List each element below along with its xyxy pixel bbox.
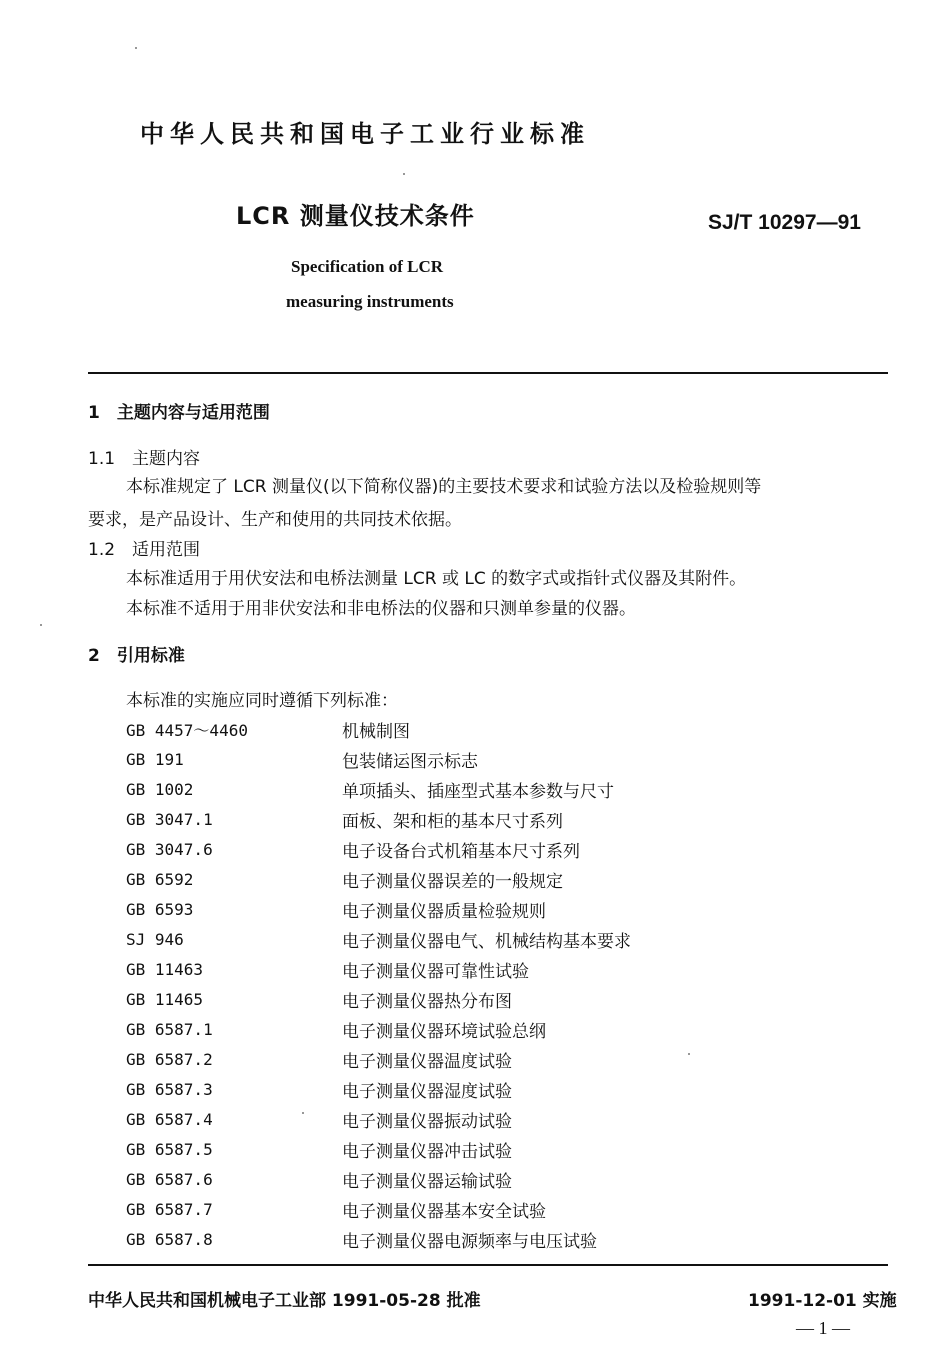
section-1-1-para-line-1: 本标准规定了 LCR 测量仪(以下简称仪器)的主要技术要求和试验方法以及检验规则等: [126, 477, 762, 497]
reference-name: 机械制图: [342, 721, 410, 742]
reference-code: GB 6587.1: [126, 1019, 213, 1039]
reference-row: [126, 774, 631, 804]
reference-code: GB 11463: [126, 959, 204, 979]
reference-row: [126, 954, 631, 984]
reference-code: GB 6592: [126, 869, 194, 889]
reference-row: [126, 714, 631, 744]
reference-code: GB 4457～4460: [126, 720, 248, 740]
reference-row: [126, 834, 631, 864]
scan-speck: [302, 1112, 304, 1114]
reference-row: [126, 1074, 631, 1104]
reference-row: [126, 894, 631, 924]
reference-name: 电子测量仪器温度试验: [342, 1051, 512, 1072]
reference-row: [126, 1194, 631, 1224]
reference-row: [126, 744, 631, 774]
section-1-2-heading: 1.2 适用范围: [88, 540, 201, 560]
reference-row: [126, 1164, 631, 1194]
document-title: LCR 测量仪技术条件: [236, 202, 475, 230]
reference-row: [126, 1104, 631, 1134]
reference-code: GB 6587.7: [126, 1199, 213, 1219]
reference-code: GB 6587.2: [126, 1049, 213, 1069]
section-1-2-para-2: 本标准不适用于用非伏安法和非电桥法的仪器和只测单参量的仪器。: [126, 599, 636, 619]
section-2-heading: 2 引用标准: [88, 646, 185, 666]
reference-name: 电子测量仪器误差的一般规定: [342, 871, 563, 892]
section-1-1-para-line-2: 要求，是产品设计、生产和使用的共同技术依据。: [88, 510, 462, 530]
section-2-intro: 本标准的实施应同时遵循下列标准：: [126, 691, 398, 711]
approval-statement: 中华人民共和国机械电子工业部 1991-05-28 批准: [88, 1291, 481, 1311]
reference-code: GB 6587.4: [126, 1109, 213, 1129]
reference-row: [126, 984, 631, 1014]
reference-name: 电子测量仪器可靠性试验: [342, 961, 529, 982]
reference-standards-list: [126, 714, 631, 1254]
reference-row: [126, 1014, 631, 1044]
reference-name: 电子测量仪器冲击试验: [342, 1141, 512, 1162]
reference-name: 电子测量仪器电气、机械结构基本要求: [342, 931, 631, 952]
section-1-2-para-1: 本标准适用于用伏安法和电桥法测量 LCR 或 LC 的数字式或指针式仪器及其附件。: [126, 569, 747, 589]
header-divider: [88, 372, 888, 374]
reference-name: 电子测量仪器热分布图: [342, 991, 512, 1012]
reference-row: [126, 804, 631, 834]
english-title-line-2: measuring instruments: [286, 292, 454, 311]
reference-code: GB 6587.6: [126, 1169, 213, 1189]
english-title-line-1: Specification of LCR: [291, 257, 444, 276]
reference-name: 电子测量仪器质量检验规则: [342, 901, 546, 922]
reference-name: 电子测量仪器振动试验: [342, 1111, 512, 1132]
reference-row: [126, 864, 631, 894]
scan-speck: [40, 624, 42, 626]
reference-row: [126, 924, 631, 954]
reference-code: SJ 946: [126, 929, 184, 949]
reference-name: 包装储运图示标志: [342, 751, 478, 772]
reference-name: 电子设备台式机箱基本尺寸系列: [342, 841, 580, 862]
reference-code: GB 6587.8: [126, 1229, 213, 1249]
reference-row: [126, 1044, 631, 1074]
reference-code: GB 11465: [126, 989, 204, 1009]
reference-name: 电子测量仪器电源频率与电压试验: [342, 1231, 597, 1252]
scan-speck: [403, 173, 405, 175]
reference-code: GB 6587.5: [126, 1139, 213, 1159]
scan-speck: [688, 1053, 690, 1055]
reference-name: 电子测量仪器湿度试验: [342, 1081, 512, 1102]
scan-speck: [135, 47, 137, 49]
effective-date: 1991-12-01 实施: [748, 1291, 897, 1311]
reference-name: 电子测量仪器基本安全试验: [342, 1201, 546, 1222]
page-number: — 1 —: [796, 1318, 850, 1338]
reference-code: GB 3047.6: [126, 839, 213, 859]
reference-row: [126, 1134, 631, 1164]
standard-code: SJ/T 10297—91: [708, 211, 861, 234]
reference-code: GB 3047.1: [126, 809, 213, 829]
reference-name: 电子测量仪器环境试验总纲: [342, 1021, 546, 1042]
section-1-1-heading: 1.1 主题内容: [88, 449, 201, 469]
reference-code: GB 6593: [126, 899, 194, 919]
reference-code: GB 191: [126, 749, 184, 769]
footer-divider: [88, 1264, 888, 1266]
reference-name: 单项插头、插座型式基本参数与尺寸: [342, 781, 614, 802]
section-1-heading: 1 主题内容与适用范围: [88, 403, 270, 423]
reference-name: 电子测量仪器运输试验: [342, 1171, 512, 1192]
reference-name: 面板、架和柜的基本尺寸系列: [342, 811, 563, 832]
reference-row: [126, 1224, 631, 1254]
reference-code: GB 6587.3: [126, 1079, 213, 1099]
reference-code: GB 1002: [126, 779, 194, 799]
issuer-title: 中华人民共和国电子工业行业标准: [140, 120, 590, 148]
